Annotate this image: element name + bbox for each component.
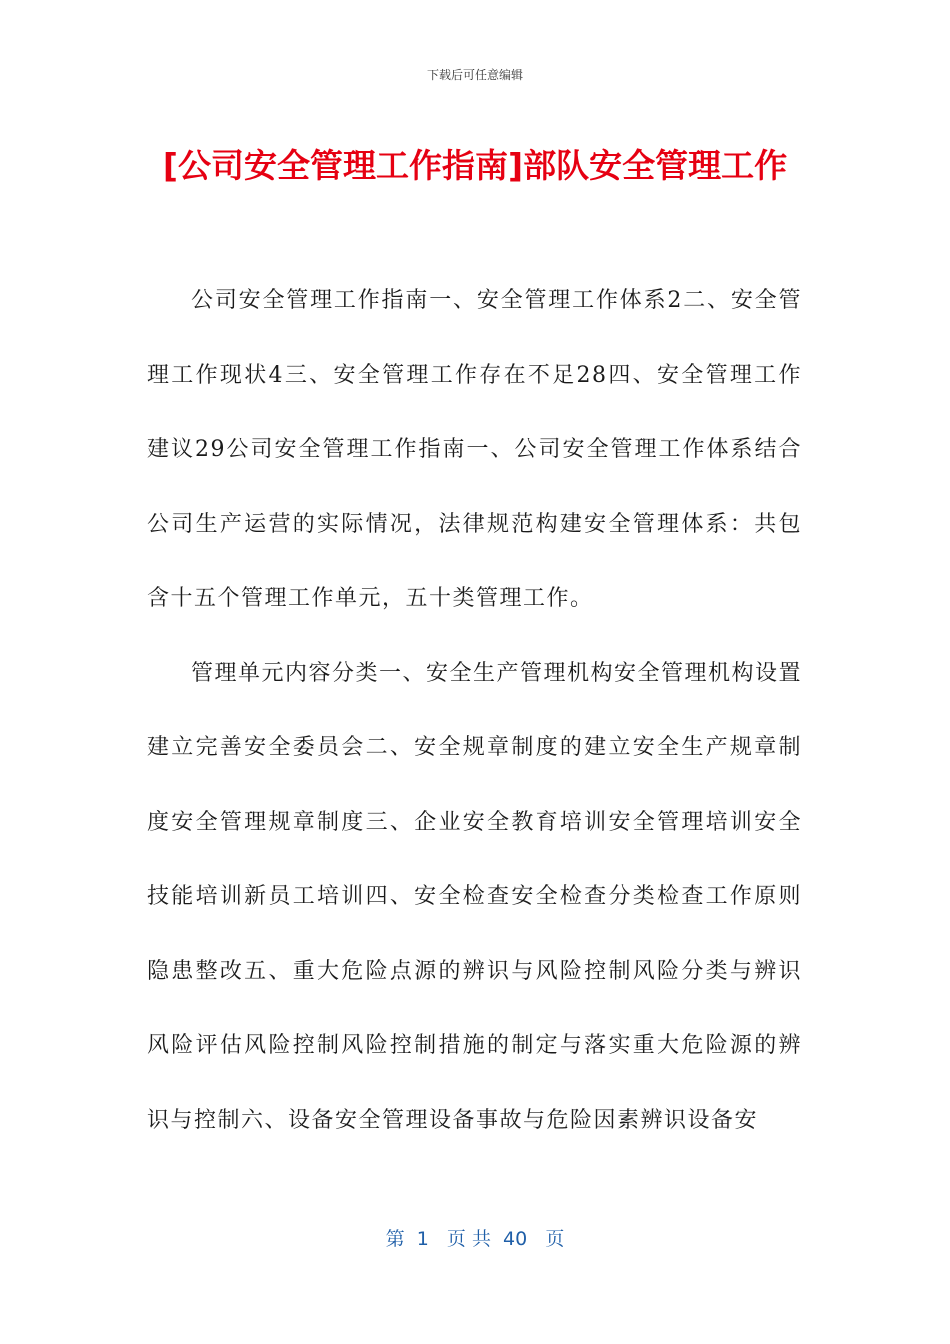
document-body — [147, 264, 802, 1158]
paragraph-1: 公司安全管理工作指南一、安全管理工作体系2二、安全管理工作现状4三、安全管理工作存在不足28四、安全管理工作建议29公司安全管理工作指南一、公司安全管理工作体系结合公司生产运营的实际情况，法律规范构建安全管理体系：共包含十五个管理工作单元，五十类管理工作。 — [147, 288, 802, 611]
paragraph-2: 管理单元内容分类一、安全生产管理机构安全管理机构设置建立完善安全委员会二、安全规章制度的建立安全生产规章制度安全管理规章制度三、企业安全教育培训安全管理培训安全技能培训新员工培训四、安全检查安全检查分类检查工作原则隐患整改五、重大危险点源的辨识与风险控制风险分类与辨识风险评估风险控制风险控制措施的制定与落实重大危险源的辨识与控制六、设备安全管理设备事故与危险因素辨识设备安 — [147, 660, 803, 1133]
document-title: [公司安全管理工作指南]部队安全管理工作 — [162, 146, 788, 185]
page-footer: 第 1 页 共 40 页 — [385, 1228, 565, 1250]
header-note: 下载后可任意编辑 — [426, 68, 523, 82]
